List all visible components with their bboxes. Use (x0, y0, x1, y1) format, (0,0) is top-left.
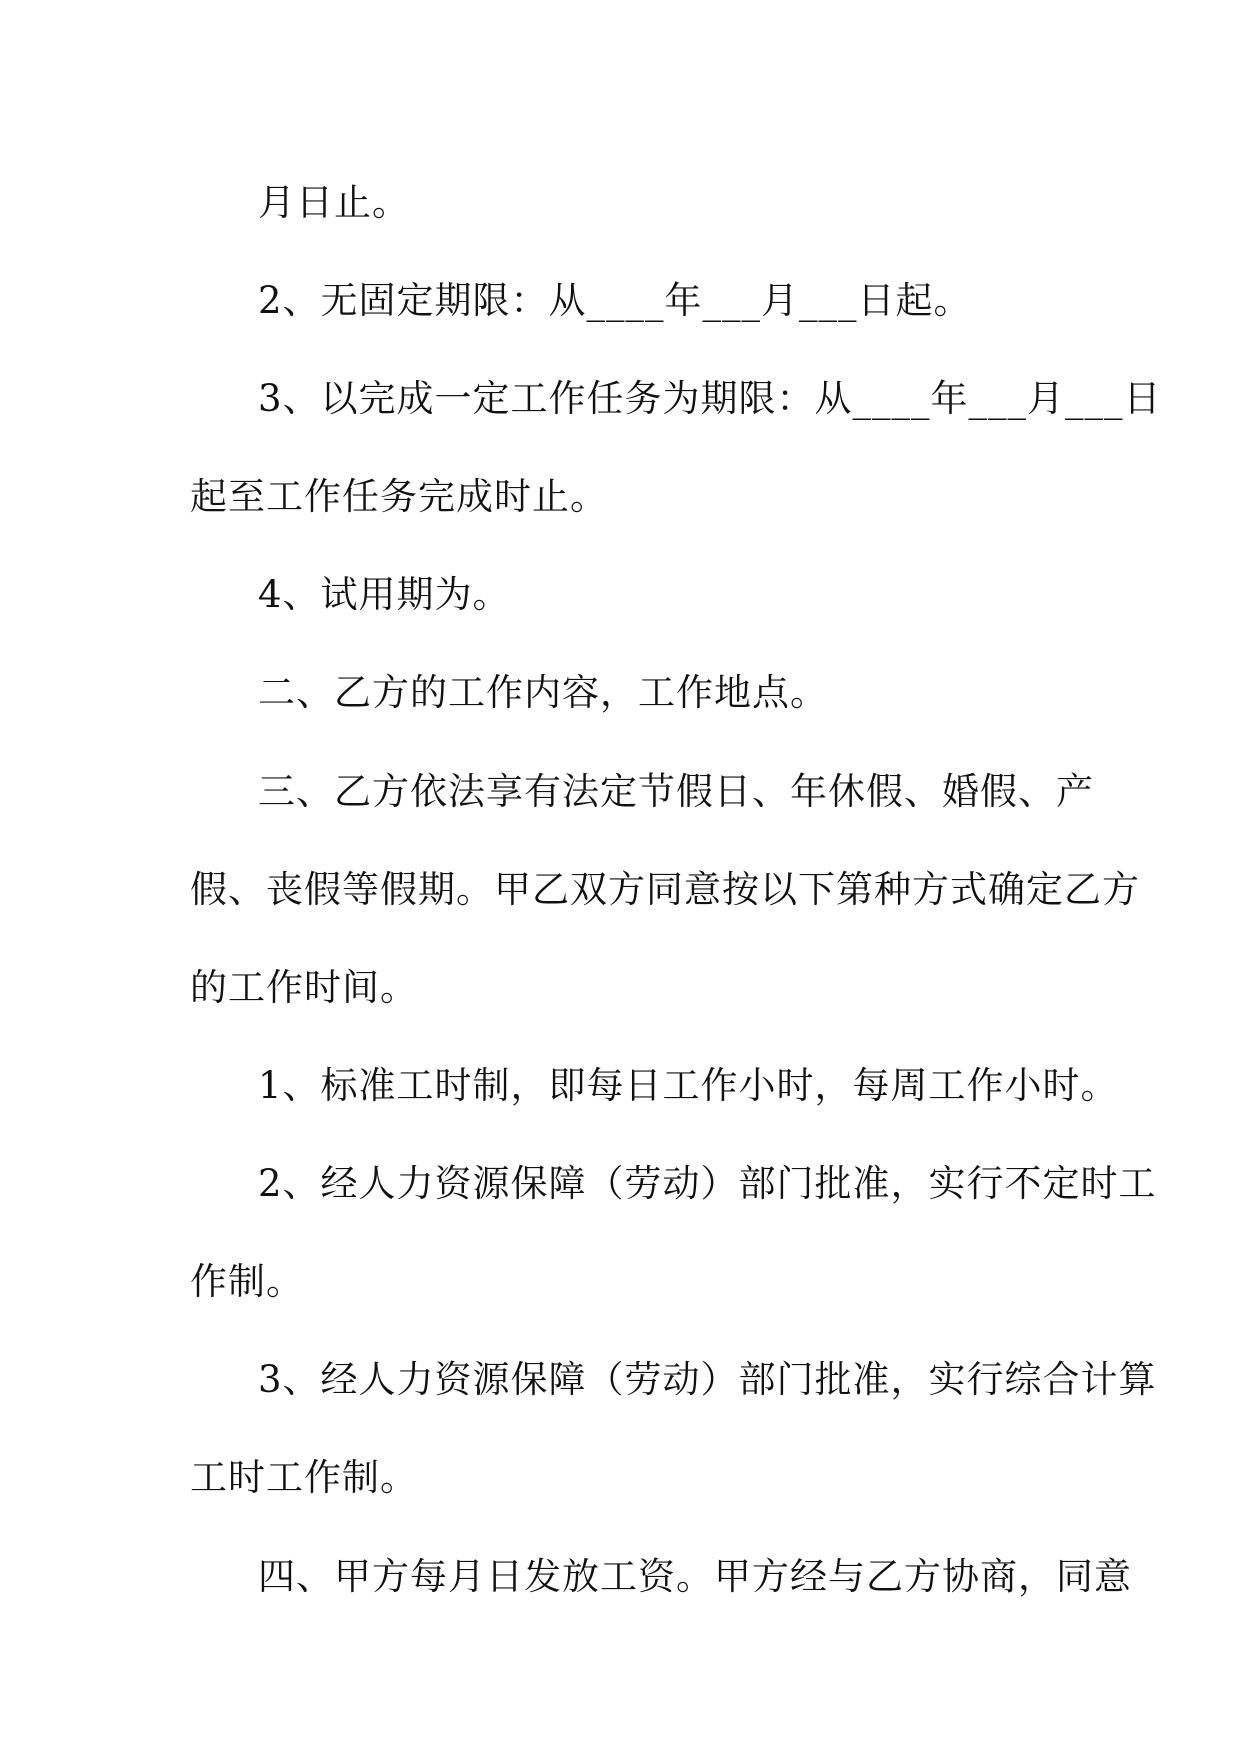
text-line: 三、乙方依法享有法定节假日、年休假、婚假、产 (258, 770, 1094, 813)
text-line: 作制。 (190, 1260, 304, 1303)
text-line: 1、标准工时制，即每日工作小时，每周工作小时。 (258, 1064, 1119, 1107)
text-line: 2、无固定期限：从____年___月___日起。 (258, 279, 972, 322)
text-line: 4、试用期为。 (258, 573, 511, 616)
text-line: 四、甲方每月日发放工资。甲方经与乙方协商，同意 (258, 1555, 1132, 1598)
text-line: 月日止。 (258, 181, 410, 224)
text-line: 工时工作制。 (190, 1456, 418, 1499)
text-line: 起至工作任务完成时止。 (190, 475, 608, 518)
text-line: 假、丧假等假期。甲乙双方同意按以下第种方式确定乙方 (190, 868, 1140, 911)
text-line: 3、经人力资源保障（劳动）部门批准，实行综合计算 (258, 1358, 1157, 1401)
text-line: 2、经人力资源保障（劳动）部门批准，实行不定时工 (258, 1162, 1157, 1205)
text-line: 的工作时间。 (190, 966, 418, 1009)
text-line: 3、以完成一定工作任务为期限：从____年___月___日 (258, 377, 1162, 420)
text-line: 二、乙方的工作内容，工作地点。 (258, 671, 828, 714)
